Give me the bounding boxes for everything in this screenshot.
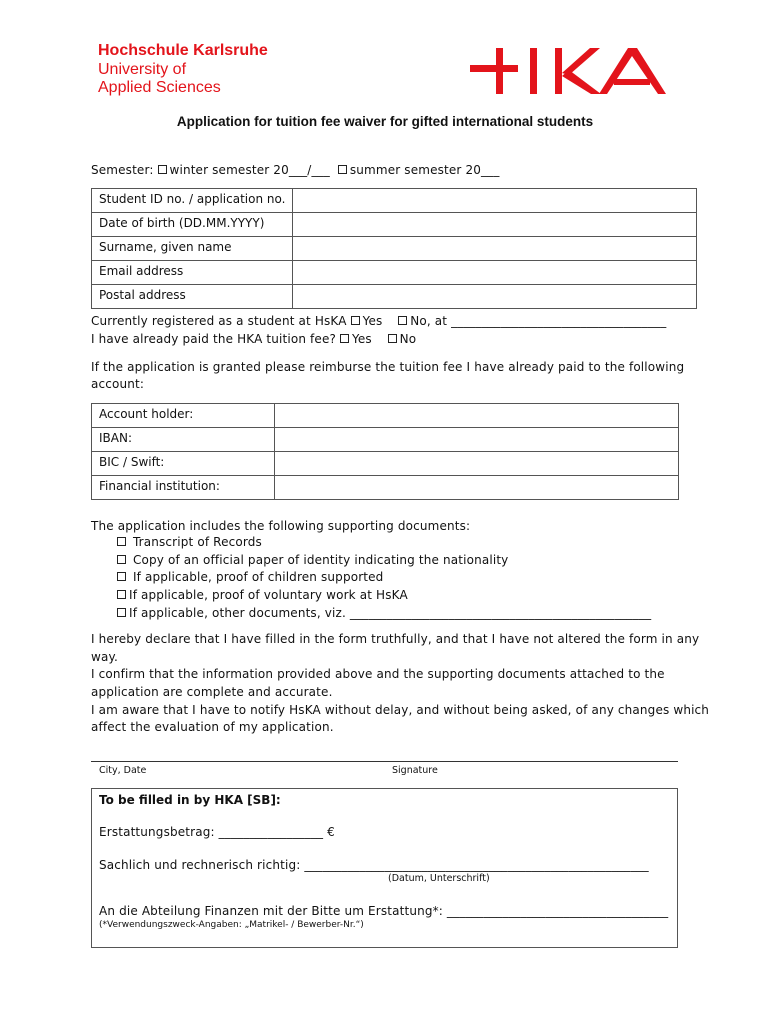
list-item	[117, 588, 408, 602]
table-row	[92, 476, 679, 500]
table-row	[92, 285, 697, 309]
student-id-label: Student ID no. / application no.	[92, 189, 293, 213]
dob-field[interactable]	[293, 213, 697, 237]
table-row	[92, 189, 697, 213]
reimburse-text-1: If the application is granted please reimburse the tuition fee I have already paid to the following	[91, 360, 685, 374]
doc-children-checkbox[interactable]	[117, 572, 126, 581]
table-row	[92, 213, 697, 237]
paid-yes-checkbox[interactable]	[340, 334, 349, 343]
checked-field[interactable]: Sachlich und rechnerisch richtig: ________________________________________________________	[99, 858, 649, 872]
doc-voluntary-label: If applicable, proof of voluntary work at HsKA	[129, 588, 408, 602]
bic-label: BIC / Swift:	[92, 452, 275, 476]
list-item	[117, 606, 651, 620]
logo-line-3: Applied Sciences	[98, 79, 221, 96]
declaration-line: I am aware that I have to notify HsKA without delay, and without being asked, of any changes which	[91, 703, 710, 717]
table-row	[92, 237, 697, 261]
signature-label: Signature	[392, 765, 438, 776]
date-signature-caption: (Datum, Unterschrift)	[388, 873, 490, 884]
account-holder-field[interactable]	[275, 404, 679, 428]
doc-identity-checkbox[interactable]	[117, 555, 126, 564]
logo-line-1: Hochschule Karlsruhe	[98, 42, 268, 59]
doc-transcript-checkbox[interactable]	[117, 537, 126, 546]
student-id-field[interactable]	[293, 189, 697, 213]
paid-yes-label: Yes	[351, 332, 372, 346]
page-title: Application for tuition fee waiver for gifted international students	[176, 114, 594, 129]
account-table	[91, 403, 679, 500]
declaration-line: application are complete and accurate.	[91, 685, 333, 699]
logo-line-2: University of	[98, 61, 187, 78]
summer-semester-checkbox[interactable]	[338, 165, 347, 174]
office-heading: To be filled in by HKA [SB]:	[99, 793, 281, 807]
doc-other-checkbox[interactable]	[117, 608, 126, 617]
registered-line	[91, 314, 666, 328]
table-row	[92, 452, 679, 476]
declaration-line: affect the evaluation of my application.	[91, 720, 334, 734]
dob-label: Date of birth (DD.MM.YYYY)	[92, 213, 293, 237]
table-row	[92, 428, 679, 452]
paid-line	[91, 332, 416, 346]
name-field[interactable]	[293, 237, 697, 261]
signature-line	[91, 761, 678, 762]
postal-field[interactable]	[293, 285, 697, 309]
list-item	[117, 553, 508, 567]
hka-logo-mark	[470, 46, 670, 96]
doc-transcript-label: Transcript of Records	[132, 535, 262, 549]
registered-no-label: No, at ___________________________________	[410, 314, 667, 328]
doc-other-label: If applicable, other documents, viz. _________________________________________________	[129, 606, 652, 620]
summer-semester-label: summer semester 20___	[349, 163, 500, 177]
purpose-note: (*Verwendungszweck-Angaben: „Matrikel- / Bewerber-Nr.“)	[99, 920, 364, 930]
documents-intro: The application includes the following supporting documents:	[91, 519, 471, 533]
winter-semester-label: winter semester 20___/___	[169, 163, 330, 177]
registered-no-checkbox[interactable]	[398, 316, 407, 325]
institution-field[interactable]	[275, 476, 679, 500]
name-label: Surname, given name	[92, 237, 293, 261]
iban-label: IBAN:	[92, 428, 275, 452]
declaration-line: way.	[91, 650, 118, 664]
declaration-line: I hereby declare that I have filled in the form truthfully, and that I have not altered the form in any	[91, 632, 700, 646]
student-info-table	[91, 188, 697, 309]
paid-no-label: No	[399, 332, 417, 346]
email-field[interactable]	[293, 261, 697, 285]
finance-field[interactable]: An die Abteilung Finanzen mit der Bitte um Erstattung*: ____________________________________	[99, 904, 669, 918]
institution-label: Financial institution:	[92, 476, 275, 500]
registered-yes-label: Yes	[362, 314, 383, 328]
iban-field[interactable]	[275, 428, 679, 452]
registered-yes-checkbox[interactable]	[351, 316, 360, 325]
email-label: Email address	[92, 261, 293, 285]
semester-line	[91, 163, 499, 177]
list-item	[117, 570, 383, 584]
refund-amount-field[interactable]: Erstattungsbetrag: _________________ €	[99, 825, 335, 839]
doc-voluntary-checkbox[interactable]	[117, 590, 126, 599]
winter-semester-checkbox[interactable]	[158, 165, 167, 174]
paid-no-checkbox[interactable]	[388, 334, 397, 343]
list-item	[117, 535, 262, 549]
declaration-line: I confirm that the information provided above and the supporting documents attached to the	[91, 667, 665, 681]
account-holder-label: Account holder:	[92, 404, 275, 428]
reimburse-text-2: account:	[91, 377, 145, 391]
semester-label: Semester:	[91, 163, 154, 177]
doc-identity-label: Copy of an official paper of identity indicating the nationality	[132, 553, 509, 567]
doc-children-label: If applicable, proof of children supported	[132, 570, 384, 584]
registered-question: Currently registered as a student at HsKA	[91, 314, 347, 328]
bic-field[interactable]	[275, 452, 679, 476]
table-row	[92, 404, 679, 428]
paid-question: I have already paid the HKA tuition fee?	[91, 332, 336, 346]
city-date-label: City, Date	[99, 765, 147, 776]
postal-label: Postal address	[92, 285, 293, 309]
table-row	[92, 261, 697, 285]
